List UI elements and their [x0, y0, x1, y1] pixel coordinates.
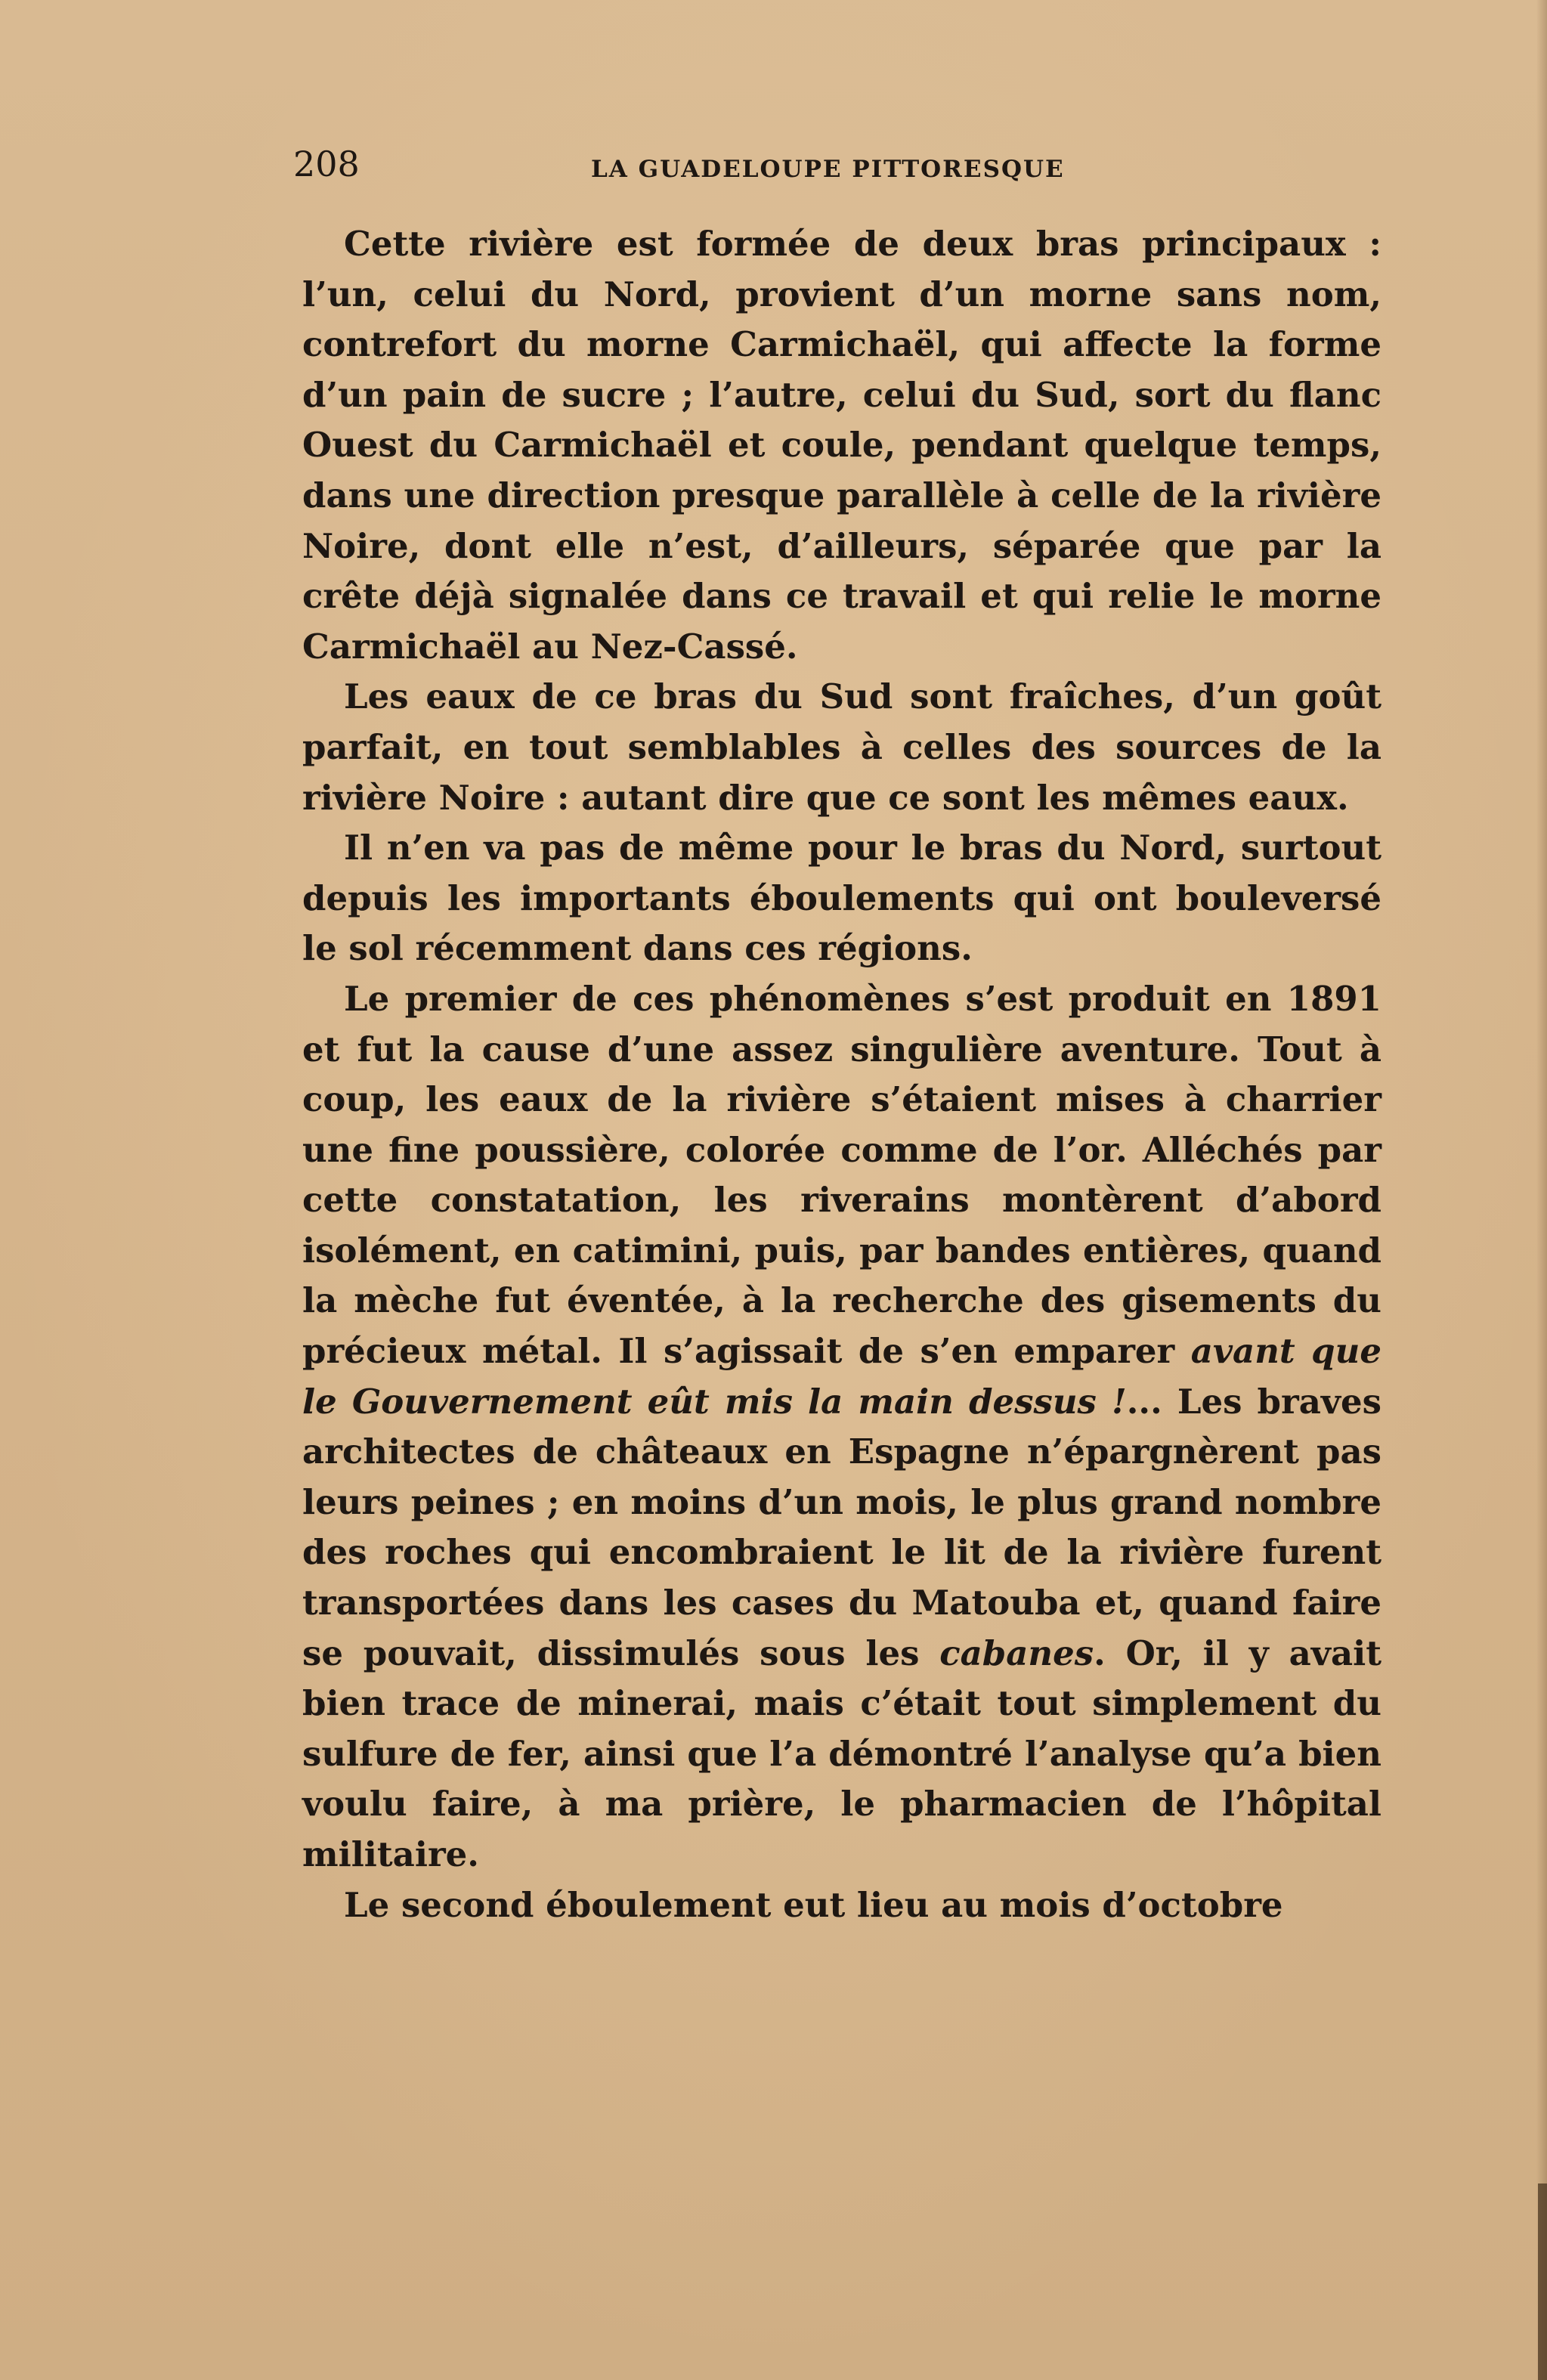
running-title: LA GUADELOUPE PITTORESQUE	[591, 156, 1065, 183]
paragraph-4-text-2: ... Les braves architectes de châteaux en Espagne n’épargnèrent pas leurs peines ; en moins d’un mois, le plus grand nombre des roches qui encombraient le lit de la rivière furent transportées dans les cases du Matouba et, quand faire se pouvait, dissimulés sous les	[302, 1381, 1381, 1673]
paragraph-4	[302, 974, 1381, 1880]
body-text	[302, 219, 1381, 1930]
paragraph-3: Il n’en va pas de même pour le bras du Nord, surtout depuis les importants éboulements qui ont bouleversé le sol récemment dans ces régions.	[302, 828, 1381, 969]
paragraph-5: Le second éboulement eut lieu au mois d’octobre	[344, 1884, 1283, 1925]
page-edge-shadow	[1536, 0, 1547, 2380]
page-number: 208	[293, 144, 360, 184]
paragraph-1: Cette rivière est formée de deux bras principaux : l’un, celui du Nord, provient d’un morne sans nom, contrefort du morne Carmichaël, qui affecte la forme d’un pain de sucre ; l’autre, celui du Sud, sort du flanc Ouest du Carmichaël et coule, pendant quelque temps, dans une direction presque parallèle à celle de la rivière Noire, dont elle n’est, d’ailleurs, séparée que par la crête déjà signalée dans ce travail et qui relie le morne Carmichaël au Nez-Cassé.	[302, 224, 1381, 667]
page-header	[293, 144, 1388, 189]
paragraph-4-italic-2: cabanes	[939, 1633, 1094, 1673]
paragraph-4-text-3: . Or, il y avait bien trace de minerai, mais c’était tout simplement du sulfure de fer, ainsi que l’a démontré l’analyse qu’a bien voulu faire, à ma prière, le pharmacien de l’hôpital militaire.	[302, 1633, 1381, 1874]
paragraph-4-text-1: Le premier de ces phénomènes s’est produit en 1891 et fut la cause d’une assez singulière aventure. Tout à coup, les eaux de la rivière s’étaient mises à charrier une fine poussière, colorée comme de l’or. Alléchés par cette constatation, les riverains montèrent d’abord isolément, en catimini, puis, par bandes entières, quand la mèche fut éventée, à la recherche des gisements du précieux métal. Il s’agissait de s’en emparer	[302, 978, 1381, 1372]
page-edge-binding	[1538, 2183, 1547, 2380]
paragraph-2: Les eaux de ce bras du Sud sont fraîches, d’un goût parfait, en tout semblables à celles des sources de la rivière Noire : autant dire que ce sont les mêmes eaux.	[302, 676, 1381, 818]
paragraph-4-italic-1: avant que le Gouvernement eût mis la main dessus !	[302, 1331, 1381, 1422]
